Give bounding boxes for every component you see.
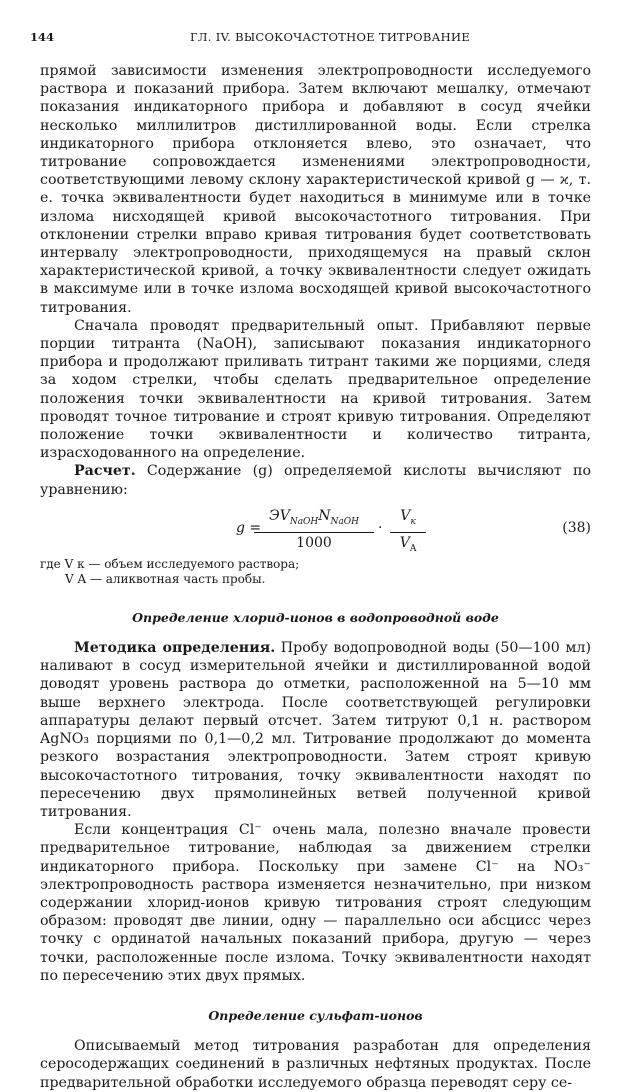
multiply-dot: · xyxy=(378,519,383,536)
paragraph xyxy=(40,639,591,821)
num-term: ЭV xyxy=(268,507,290,524)
paragraph xyxy=(40,462,591,498)
paragraph-text: Содержание (g) определяемой кислоты вычисляют по уравнению: xyxy=(40,463,591,498)
fraction-1-numerator xyxy=(254,507,374,533)
page-number: 144 xyxy=(30,30,55,44)
running-title: ГЛ. IV. ВЫСОКОЧАСТОТНОЕ ТИТРОВАНИЕ xyxy=(190,30,471,44)
num-term: V xyxy=(400,507,411,524)
fraction-2-numerator xyxy=(390,507,426,533)
num-sub: к xyxy=(410,516,416,527)
variable-definitions xyxy=(40,557,591,587)
section-heading: Определение сульфат-ионов xyxy=(208,1007,423,1023)
paragraph-text: Пробу водопроводной воды (50—100 мл) наливают в сосуд измерительной ячейки и дистиллированной водой доводят уровень раствора до отметки, расположенной на 5—10 мм выше верхнего электрода. После соответствующей регулировки аппаратуры делают первый отсчет. Затем титруют 0,1 н. раствором AgNO₃ порциями по 0,1—0,2 мл. Титрование продолжают до момента резкого возрастания электропроводности. Затем строят кривую высокочастотного титрования, точку эквивалентности находят по пересечению двух прямолинейных ветвей полученной кривой титрования. xyxy=(40,640,591,820)
num-sub: NaOH xyxy=(289,516,319,527)
equation-number: (38) xyxy=(562,519,591,536)
fraction-1 xyxy=(254,507,374,552)
definition-line: где V к — объем исследуемого раствора; xyxy=(40,556,300,571)
num-sub: NaOH xyxy=(330,516,359,527)
paragraph-lead: Методика определения. xyxy=(74,640,276,657)
paragraph: прямой зависимости изменения электропроводности исследуемого раствора и показаний прибора. Затем включают мешалку, отмечают показания индикаторного прибора и добавляют в сосуд ячейки несколько миллилитров дистиллированной воды. Если стрелка индикаторного прибора отклоняется влево, это означает, что титрование сопровождается изменениями электропроводности, соответствующими левому склону характеристической кривой g — ϰ, т. е. точка эквивалентности будет находиться в минимуме или в точке излома нисходящей кривой высокочастотного титрования. При отклонении стрелки вправо кривая титрования будет соответствовать интервалу электропроводности, приходящемуся на правый склон характеристической кривой, а точку эквивалентности следует ожидать в максимуме или в точке излома восходящей кривой высокочастотного титрования. xyxy=(40,63,591,316)
page-body xyxy=(40,62,591,1092)
definition-line: V A — аликвотная часть пробы. xyxy=(65,571,266,586)
equation-lhs: g = xyxy=(236,519,262,536)
den-term: V xyxy=(399,534,410,551)
page-header xyxy=(30,30,601,46)
den-sub: A xyxy=(409,543,417,554)
section-heading: Определение хлорид-ионов в водопроводной воде xyxy=(132,609,499,625)
paragraph: Сначала проводят предварительный опыт. Прибавляют первые порции титранта (NaOH), записывают показания индикаторного прибора и продолжают приливать титрант такими же порциями, следя за ходом стрелки, чтобы сделать предварительное определение положения точки эквивалентности на кривой титрования. Затем проводят точное титрование и строят кривую титрования. Определяют положение точки эквивалентности и количество титранта, израсходованного на определение. xyxy=(40,317,591,462)
paragraph: Если концентрация Cl⁻ очень мала, полезно вначале провести предварительное титрование, наблюдая за движением стрелки индикаторного прибора. Поскольку при замене Cl⁻ на NO₃⁻ электропроводность раствора изменяется незначительно, при низком содержании хлорид-ионов кривую титрования строят следующим образом: проводят две линии, одну — параллельно оси абсцисс через точку с ординатой начальных показаний прибора, другую — через точки, расположенные после излома. Точку эквивалентности находят по пересечению этих двух прямых. xyxy=(40,822,591,984)
equation-38 xyxy=(40,507,591,554)
paragraph-lead: Расчет. xyxy=(74,463,136,480)
fraction-2 xyxy=(390,507,426,558)
num-term: N xyxy=(318,507,331,524)
paragraph: Описываемый метод титрования разработан для определения серосодержащих соединений в различных нефтяных продуктах. После предварительной обработки исследуемого образца переводят серу се- xyxy=(40,1038,591,1091)
fraction-2-denominator xyxy=(390,533,426,558)
fraction-1-denominator: 1000 xyxy=(296,534,332,551)
